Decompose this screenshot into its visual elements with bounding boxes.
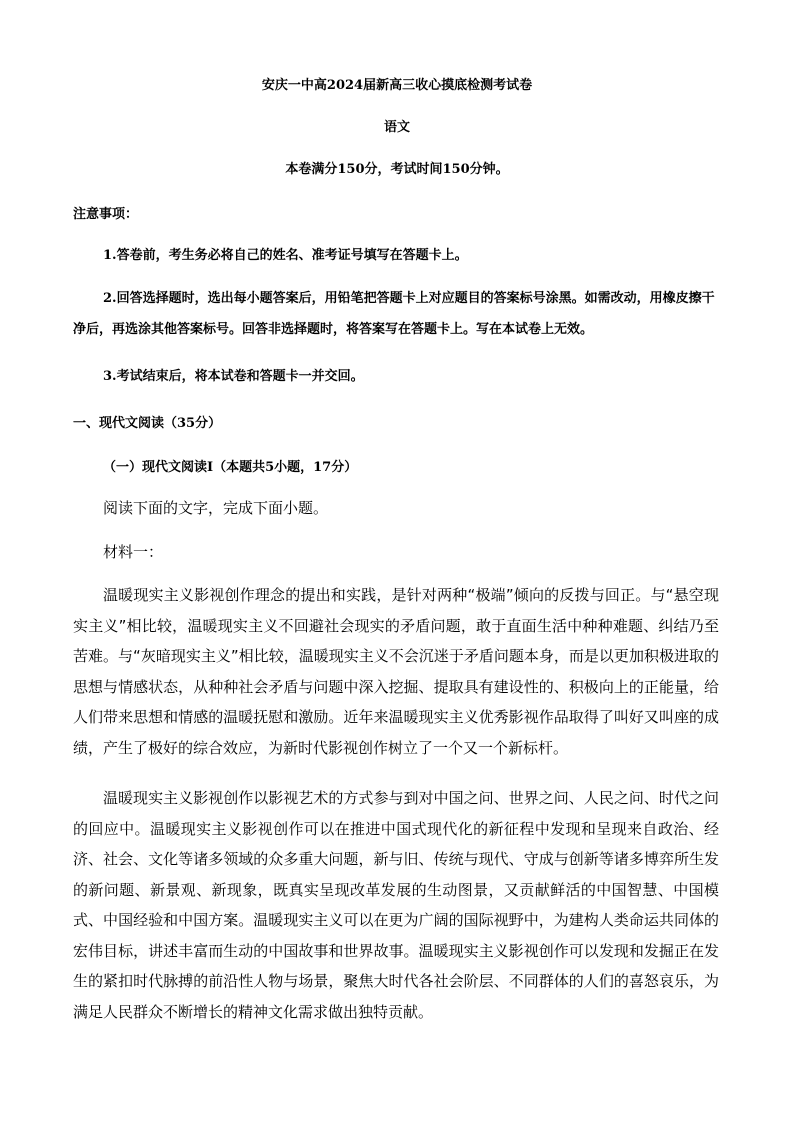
score-info: 本卷满分150分，考试时间150分钟。 xyxy=(285,162,509,177)
notice-item-2: 2.回答选择题时，选出每小题答案后，用铅笔把答题卡上对应题目的答案标号涂黑。如需改动，用橡皮擦干净后，再选涂其他答案标号。回答非选择题时，将答案写在答题卡上。写在本试卷上无效。 xyxy=(73,291,715,337)
material-paragraph-2: 温暖现实主义影视创作以影视艺术的方式参与到对中国之问、世界之问、人民之问、时代之问的回应中。温暖现实主义影视创作可以在推进中国式现代化的新征程中发现和呈现来自政治、经济、社会、文化等诸多领域的众多重大问题，新与旧、传统与现代、守成与创新等诸多博弈所生发的新问题、新景观、新现象，既真实呈现改革发展的生动图景，又贡献鲜活的中国智慧、中国模式、中国经验和中国方案。温暖现实主义可以在更为广阔的国际视野中，为建构人类命运共同体的宏伟目标，讲述丰富而生动的中国故事和世界故事。温暖现实主义影视创作可以发现和发掘正在发生的紧扣时代脉搏的前沿性人物与场景，聚焦大时代各社会阶层、不同群体的人们的喜怒哀乐，为满足人民群众不断增长的精神文化需求做出独特贡献。 xyxy=(73,789,719,1021)
notice-item-1: 1.答卷前，考生务必将自己的姓名、准考证号填写在答题卡上。 xyxy=(103,248,468,263)
section-heading: 一、现代文阅读（35分） xyxy=(73,416,222,431)
subject-title: 语文 xyxy=(383,120,410,135)
subsection-heading: （一）现代文阅读Ⅰ（本题共5小题，17分） xyxy=(103,460,358,475)
notice-heading: 注意事项： xyxy=(73,207,139,222)
reading-instruction: 阅读下面的文字，完成下面小题。 xyxy=(103,499,329,517)
notice-item-3: 3.考试结束后，将本试卷和答题卡一并交回。 xyxy=(103,369,364,384)
exam-title: 安庆一中高2024届新高三收心摸底检测考试卷 xyxy=(261,78,533,93)
material-paragraph-1: 温暖现实主义影视创作理念的提出和实践，是针对两种“极端”倾向的反拨与回正。与“悬空现实主义”相比较，温暖现实主义不回避社会现实的矛盾问题，敢于直面生活中种种难题、纠结乃至苦难。与“灰暗现实主义”相比较，温暖现实主义不会沉迷于矛盾问题本身，而是以更加积极进取的思想与情感状态，从种种社会矛盾与问题中深入挖掘、提取具有建设性的、积极向上的正能量，给人们带来思想和情感的温暖抚慰和激励。近年来温暖现实主义优秀影视作品取得了叫好又叫座的成绩，产生了极好的综合效应，为新时代影视创作树立了一个又一个新标杆。 xyxy=(73,586,719,757)
material-label: 材料一： xyxy=(103,543,164,561)
